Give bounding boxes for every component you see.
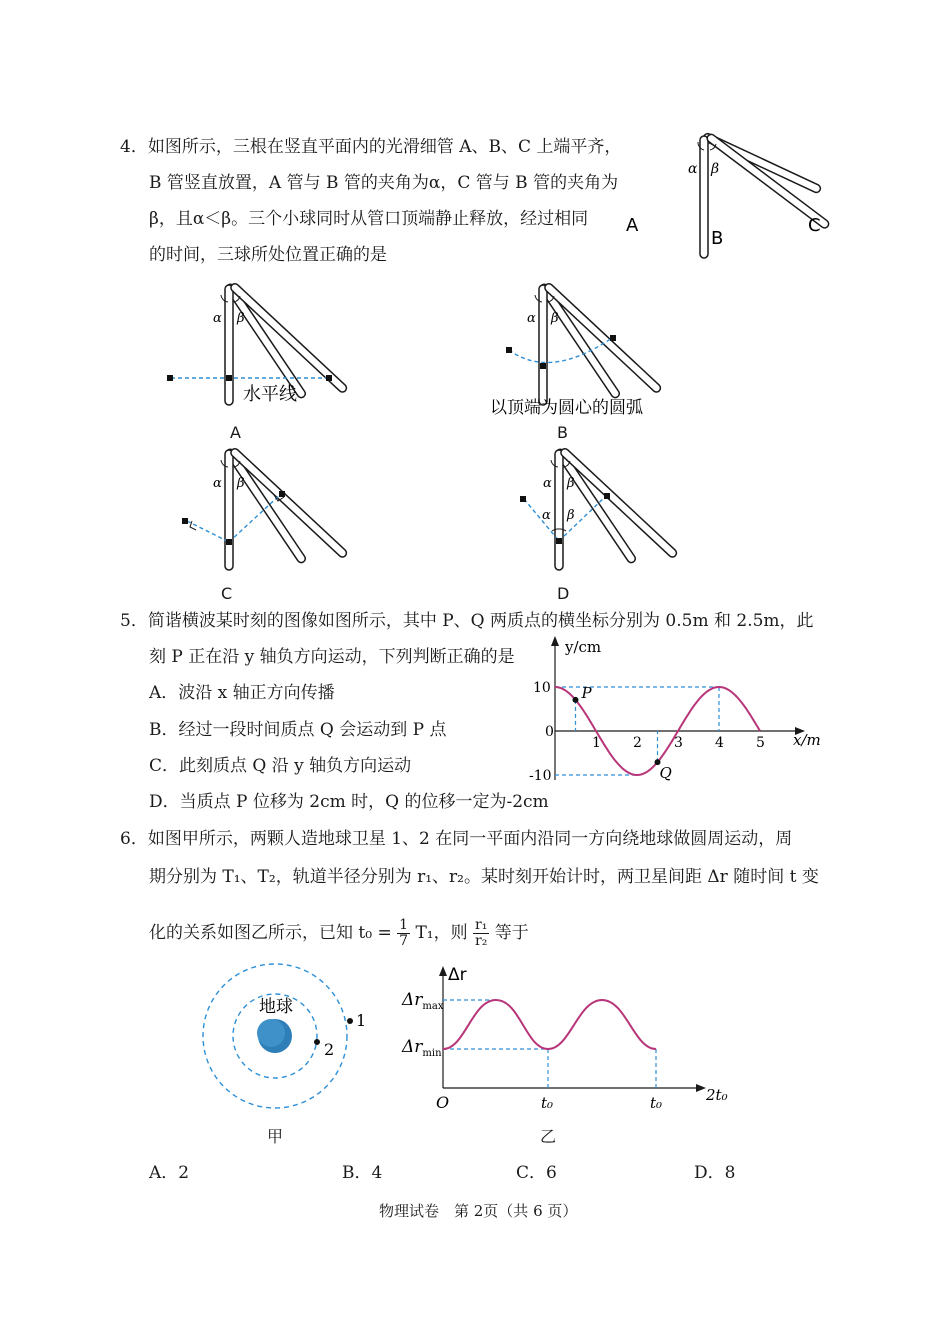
svg-text:β: β xyxy=(237,476,245,491)
yi-rmin-label: $\Delta r_{min}$ xyxy=(402,1037,442,1059)
q4-option-b-letter: B xyxy=(557,423,568,442)
q6-option-b: B．4 xyxy=(342,1163,383,1183)
svg-text:β: β xyxy=(237,311,245,326)
delta-r-curve xyxy=(443,1000,656,1049)
wave-q-label: Q xyxy=(659,764,672,783)
wave-origin-label: 0 xyxy=(545,724,554,740)
wave-xtick-label: 5 xyxy=(756,735,765,751)
svg-text:α: α xyxy=(543,476,552,491)
q5-option-c: C．此刻质点 Q 沿 y 轴负方向运动 xyxy=(149,756,412,776)
q4-option-b-figure xyxy=(480,280,690,418)
wave-xtick-label: 3 xyxy=(674,735,683,751)
q6-fraction-one-seventh: $\frac{1}{7}$ xyxy=(399,917,409,949)
wave-y-label: y/cm xyxy=(565,638,602,656)
q6-line3: 化的关系如图乙所示，已知 t₀ = $\frac{1}{7}$ T₁，则 $\frac{\text{r₁}}{\text{r₂}}$ 等于 xyxy=(149,917,529,949)
svg-text:α: α xyxy=(542,508,551,523)
q5-option-d: D．当质点 P 位移为 2cm 时，Q 的位移一定为-2cm xyxy=(149,792,549,812)
wave-xtick-label: 1 xyxy=(592,735,601,751)
q5-line1: 5．简谐横波某时刻的图像如图所示，其中 P、Q 两质点的横坐标分别为 0.5m 和 2.5m，此 xyxy=(120,611,814,631)
q4-option-d-figure xyxy=(480,445,690,575)
q5-line2: 刻 P 正在沿 y 轴负方向运动，下列判断正确的是 xyxy=(149,647,515,667)
q4-option-a-caption: 水平线 xyxy=(243,384,297,405)
q5-option-a: A．波沿 x 轴正方向传播 xyxy=(149,683,335,703)
yi-taxis-label: 2t₀ xyxy=(706,1086,728,1104)
yi-t2-label: t₀ xyxy=(650,1094,663,1112)
satellite-1 xyxy=(347,1018,353,1024)
q6-option-a: A．2 xyxy=(149,1163,190,1183)
q6-caption-jia: 甲 xyxy=(267,1127,284,1146)
q6-caption-yi: 乙 xyxy=(540,1127,557,1146)
earth-label: 地球 xyxy=(259,997,293,1017)
q6-option-d: D．8 xyxy=(694,1163,736,1183)
q5-wave-graph xyxy=(525,630,835,790)
q4-line1: 4．如图所示，三根在竖直平面内的光滑细管 A、B、C 上端平齐， xyxy=(120,137,622,157)
q4-option-d-letter: D xyxy=(557,584,570,603)
yi-t1-label: t₀ xyxy=(541,1094,554,1112)
q6-figure-yi xyxy=(400,960,740,1110)
q4-option-a-figure xyxy=(150,280,360,415)
svg-text:β: β xyxy=(551,311,559,326)
wave-ytick-neg10: -10 xyxy=(529,768,552,784)
wave-xtick-label: 2 xyxy=(633,735,642,751)
svg-text:α: α xyxy=(527,311,536,326)
q4-option-c-letter: C xyxy=(221,584,233,603)
wave-ytick-10: 10 xyxy=(533,680,551,696)
q4-main-figure xyxy=(620,130,830,265)
svg-text:α: α xyxy=(213,311,222,326)
wave-p-label: P xyxy=(581,683,592,702)
q4-alpha-label: α xyxy=(688,161,698,177)
satellite-1-label: 1 xyxy=(356,1011,367,1030)
q4-beta-label: β xyxy=(711,161,720,177)
q4-line2: B 管竖直放置，A 管与 B 管的夹角为α，C 管与 B 管的夹角为 xyxy=(149,173,619,193)
q4-line3: β，且α＜β。三个小球同时从管口顶端静止释放，经过相同 xyxy=(149,209,589,229)
yi-origin-label: O xyxy=(436,1093,450,1112)
page-footer: 物理试卷 第 2页（共 6 页） xyxy=(379,1202,578,1220)
q6-line2: 期分别为 T₁、T₂，轨道半径分别为 r₁、r₂。某时刻开始计时，两卫星间距 Δr 随时间 t 变 xyxy=(149,867,819,887)
q4-option-a-letter: A xyxy=(230,423,241,442)
wave-point-p xyxy=(573,697,579,703)
q4-number: 4． xyxy=(120,137,148,157)
satellite-2 xyxy=(314,1039,320,1045)
wave-x-label: x/m xyxy=(793,731,821,749)
q4-tube-c-label: C xyxy=(808,215,821,236)
q4-option-c-figure xyxy=(150,445,360,575)
q6-line1: 6．如图甲所示，两颗人造地球卫星 1、2 在同一平面内沿同一方向绕地球做圆周运动，周 xyxy=(120,829,793,849)
q6-option-c: C．6 xyxy=(516,1163,557,1183)
svg-text:β: β xyxy=(567,508,575,523)
wave-xtick-label: 4 xyxy=(715,735,724,751)
yi-rmax-label: $\Delta r_{max}$ xyxy=(402,990,444,1012)
q4-tube-b-label: B xyxy=(711,228,724,249)
q4-tube-a-label: A xyxy=(626,215,639,236)
q5-number: 5． xyxy=(120,611,148,631)
q6-number: 6． xyxy=(120,829,148,849)
satellite-2-label: 2 xyxy=(324,1040,335,1059)
yi-y-label: Δr xyxy=(448,965,467,985)
q4-line4: 的时间，三球所处位置正确的是 xyxy=(149,245,387,265)
q6-fraction-r1-r2: $\frac{\text{r₁}}{\text{r₂}}$ xyxy=(475,917,488,949)
svg-text:α: α xyxy=(213,476,222,491)
q4-option-b-caption: 以顶端为圆心的圆弧 xyxy=(490,398,643,418)
q6-figure-jia xyxy=(200,960,367,1135)
svg-text:β: β xyxy=(567,476,575,491)
q5-option-b: B．经过一段时间质点 Q 会运动到 P 点 xyxy=(149,720,447,740)
